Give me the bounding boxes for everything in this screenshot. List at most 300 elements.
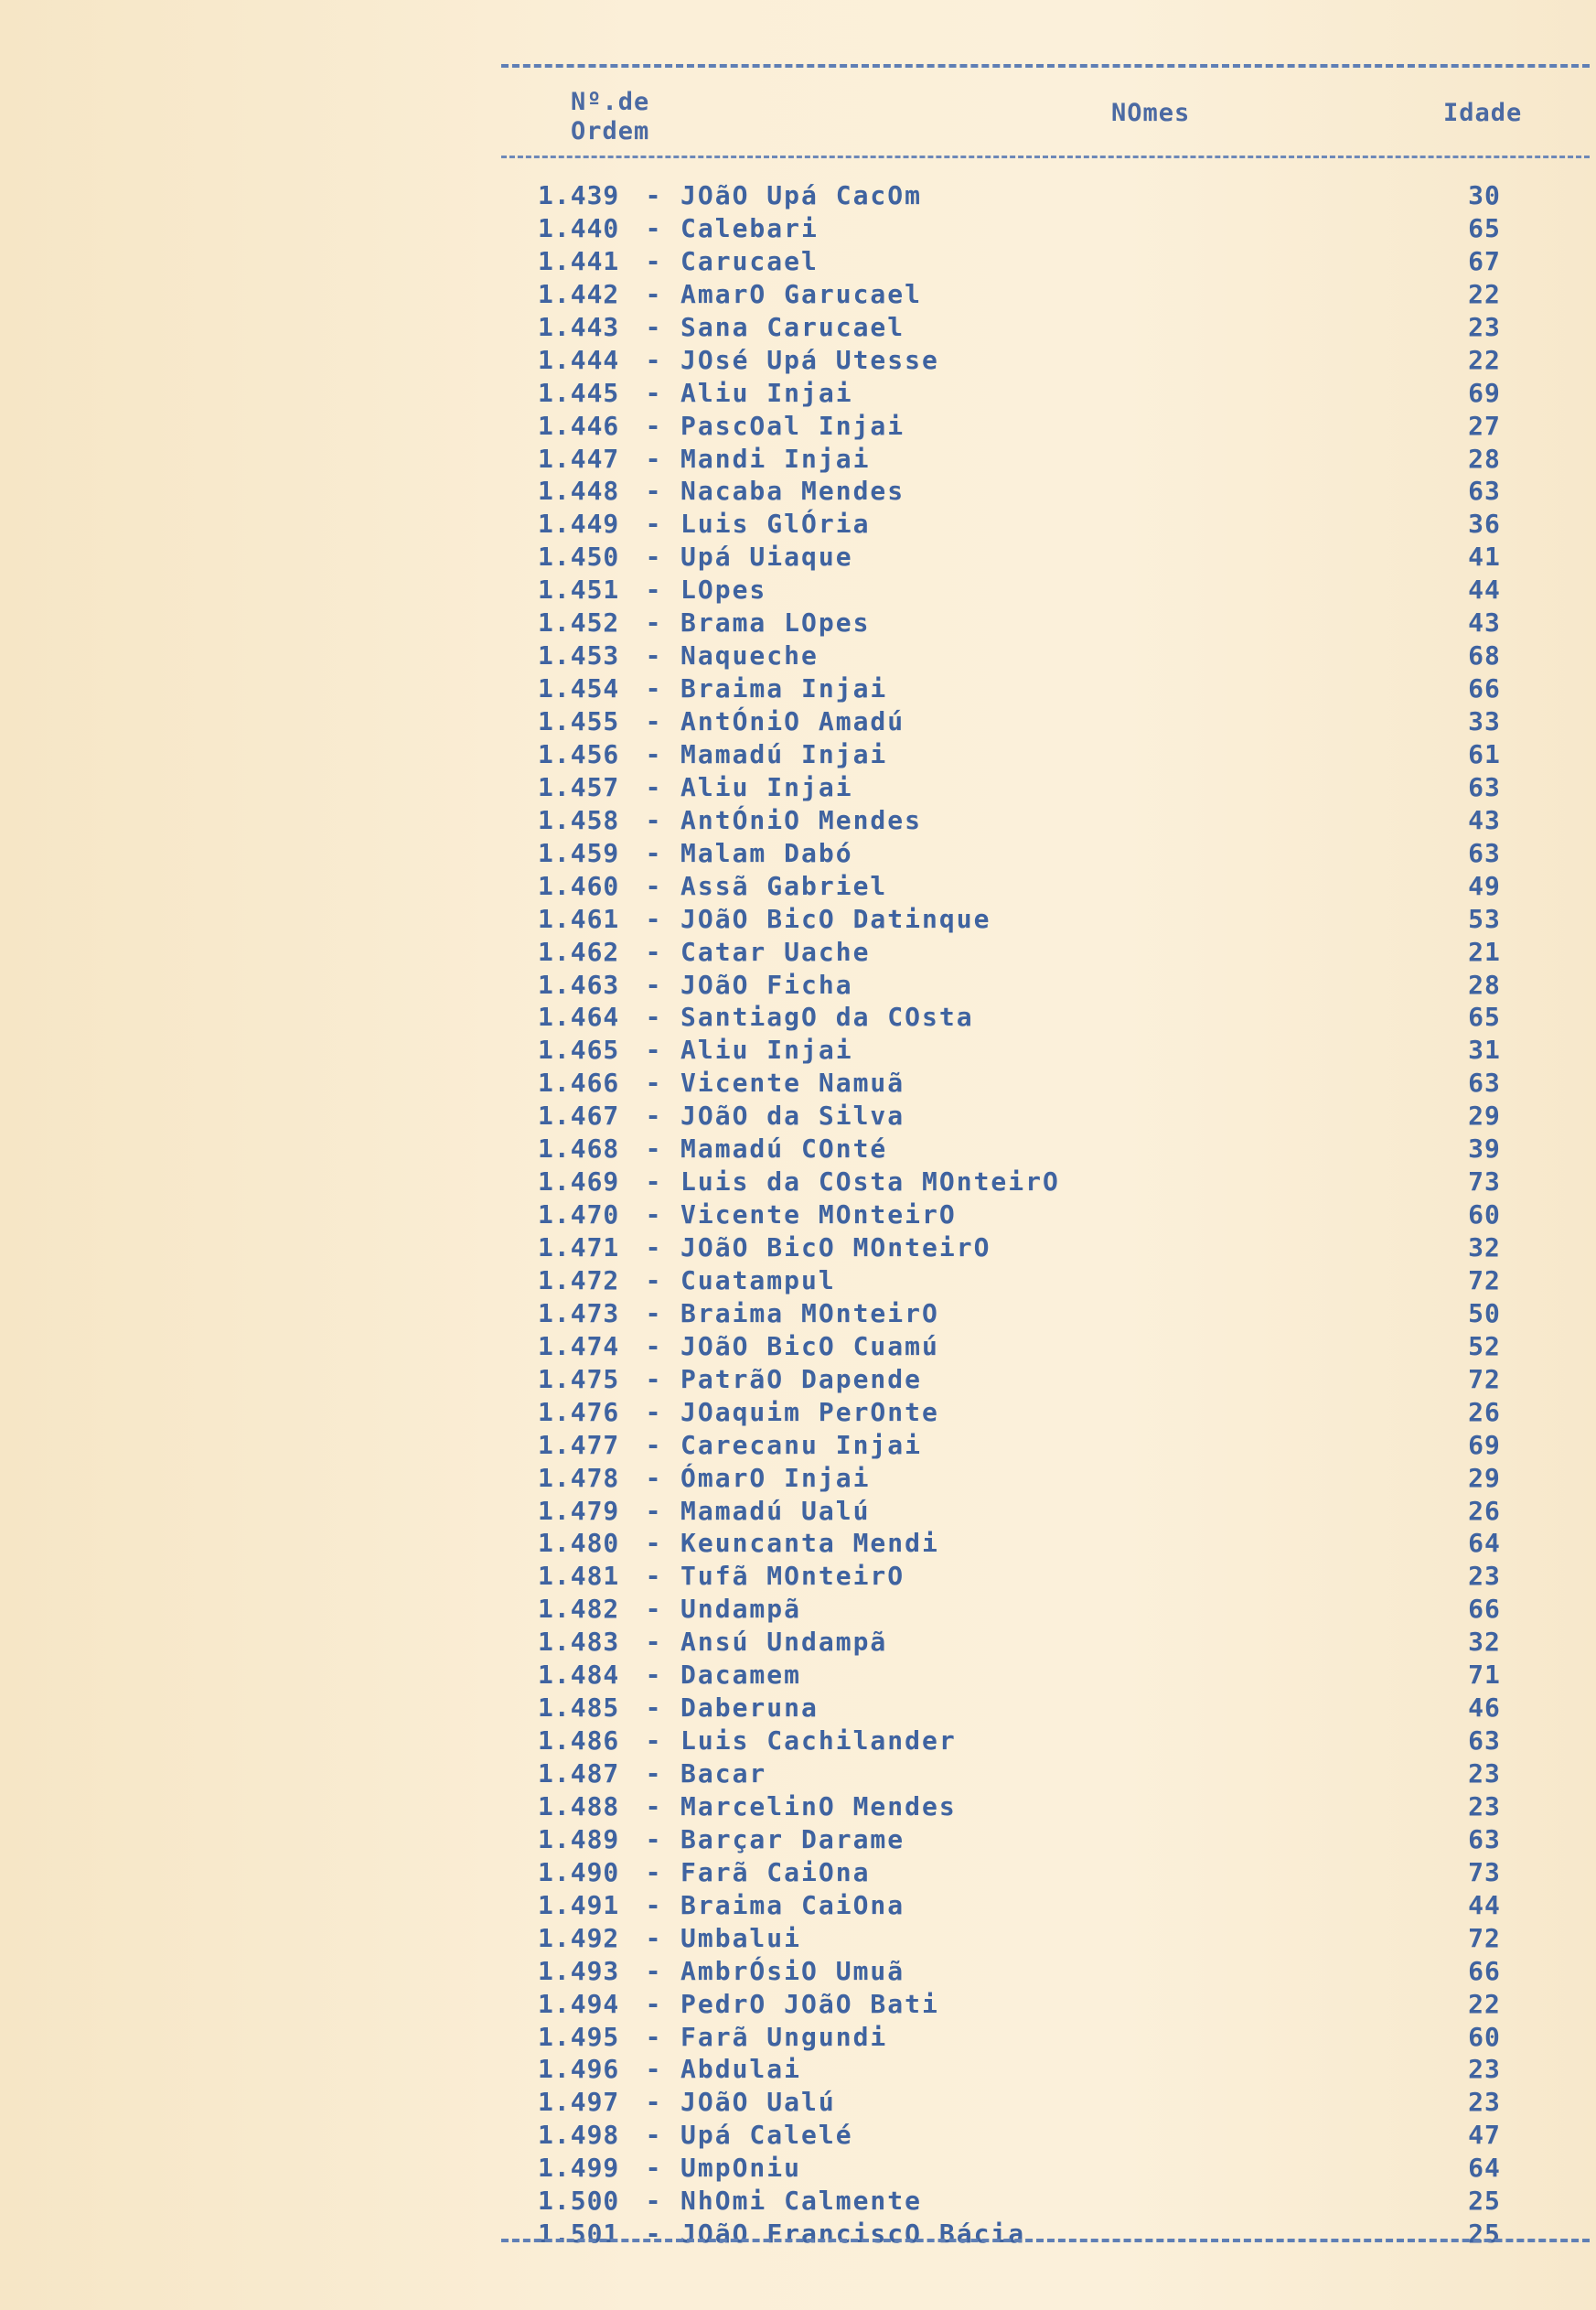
separator-dash: -: [645, 311, 661, 342]
list-item: [538, 1133, 1526, 1166]
separator-dash: -: [645, 771, 661, 802]
person-age: 72: [1468, 1363, 1501, 1394]
person-age: 23: [1468, 2054, 1501, 2085]
person-name: Aliu Injai: [680, 771, 853, 802]
person-age: 68: [1468, 640, 1501, 672]
list-item: [538, 1626, 1526, 1659]
person-name: AmbrÓsiO Umuã: [680, 1955, 905, 1986]
order-number: 1.468: [538, 1134, 620, 1165]
separator-dash: -: [645, 2021, 661, 2052]
list-item: [538, 278, 1526, 311]
person-age: 30: [1468, 180, 1501, 210]
separator-dash: -: [645, 509, 661, 540]
list-item: [538, 2218, 1526, 2251]
person-age: 23: [1468, 1561, 1501, 1592]
separator-dash: -: [645, 870, 661, 901]
list-item: [538, 2119, 1526, 2152]
list-item: [538, 804, 1526, 837]
separator-dash: -: [645, 1297, 661, 1328]
separator-dash: -: [645, 837, 661, 868]
person-name: Brama LOpes: [680, 607, 871, 639]
person-name: Naqueche: [680, 640, 819, 672]
person-name: PatrãO Dapende: [680, 1363, 923, 1394]
separator-dash: -: [645, 1429, 661, 1460]
person-age: 65: [1468, 212, 1501, 243]
order-number: 1.494: [538, 1988, 620, 2019]
order-number: 1.452: [538, 607, 620, 639]
order-number: 1.467: [538, 1101, 620, 1132]
list-item: [538, 1527, 1526, 1560]
list-item: [538, 1955, 1526, 1988]
person-age: 63: [1468, 1823, 1501, 1854]
list-item: [538, 1659, 1526, 1692]
separator-dash: -: [645, 1002, 661, 1033]
person-age: 73: [1468, 1856, 1501, 1887]
person-age: 33: [1468, 706, 1501, 736]
order-number: 1.445: [538, 377, 620, 408]
bottom-rule: [501, 2239, 1590, 2242]
separator-dash: -: [645, 2087, 661, 2118]
separator-dash: -: [645, 1035, 661, 1066]
separator-dash: -: [645, 738, 661, 769]
order-number: 1.476: [538, 1396, 620, 1427]
list-item: [538, 1790, 1526, 1823]
order-number: 1.470: [538, 1199, 620, 1230]
person-age: 23: [1468, 1790, 1501, 1821]
separator-dash: -: [645, 1134, 661, 1165]
order-number: 1.443: [538, 311, 620, 342]
separator-dash: -: [645, 2219, 661, 2250]
person-name: Carecanu Injai: [680, 1429, 923, 1460]
person-name: SantiagO da COsta: [680, 1002, 974, 1033]
person-age: 52: [1468, 1330, 1501, 1361]
person-age: 50: [1468, 1297, 1501, 1328]
separator-dash: -: [645, 1758, 661, 1789]
order-number: 1.455: [538, 706, 620, 736]
separator-dash: -: [645, 1396, 661, 1427]
list-item: [538, 1856, 1526, 1889]
person-age: 67: [1468, 245, 1501, 276]
list-item: [538, 1001, 1526, 1034]
order-number: 1.481: [538, 1561, 620, 1592]
list-item: [538, 1922, 1526, 1955]
order-number: 1.448: [538, 476, 620, 507]
order-number: 1.447: [538, 443, 620, 474]
person-name: ÓmarO Injai: [680, 1462, 871, 1493]
person-age: 29: [1468, 1101, 1501, 1132]
separator-dash: -: [645, 1166, 661, 1198]
order-number: 1.458: [538, 804, 620, 835]
list-item: [538, 837, 1526, 870]
person-name: Upá Calelé: [680, 2120, 853, 2151]
person-name: Braima CaiOna: [680, 1889, 905, 1920]
order-number: 1.464: [538, 1002, 620, 1033]
person-name: Assã Gabriel: [680, 870, 888, 901]
list-item: [538, 2053, 1526, 2086]
person-name: Keuncanta Mendi: [680, 1528, 939, 1559]
order-number: 1.484: [538, 1660, 620, 1691]
separator-dash: -: [645, 969, 661, 1000]
list-item: [538, 1462, 1526, 1495]
list-item: [538, 1034, 1526, 1067]
list-item: [538, 508, 1526, 541]
list-item: [538, 639, 1526, 672]
person-name: Vicente MOnteirO: [680, 1199, 957, 1230]
top-rule: [501, 64, 1590, 68]
person-age: 60: [1468, 1199, 1501, 1230]
separator-dash: -: [645, 607, 661, 639]
separator-dash: -: [645, 903, 661, 934]
person-name: LOpes: [680, 575, 767, 606]
person-age: 32: [1468, 1232, 1501, 1262]
order-number: 1.474: [538, 1330, 620, 1361]
person-name: Malam Dabó: [680, 837, 853, 868]
list-item: [538, 245, 1526, 278]
order-number: 1.475: [538, 1363, 620, 1394]
person-age: 64: [1468, 1528, 1501, 1559]
separator-dash: -: [645, 476, 661, 507]
order-number: 1.485: [538, 1692, 620, 1724]
separator-dash: -: [645, 1955, 661, 1986]
list-item: [538, 1495, 1526, 1528]
list-item: [538, 1396, 1526, 1429]
person-name: Mamadú Ualú: [680, 1495, 871, 1526]
header-order-line1: Nº.de: [571, 88, 650, 116]
person-name: Cuatampul: [680, 1264, 836, 1295]
order-number: 1.488: [538, 1790, 620, 1821]
separator-dash: -: [645, 1725, 661, 1757]
separator-dash: -: [645, 1660, 661, 1691]
separator-dash: -: [645, 2186, 661, 2217]
person-name: Luis GlÓria: [680, 509, 871, 540]
list-item: [538, 2185, 1526, 2218]
order-number: 1.487: [538, 1758, 620, 1789]
list-item: [538, 705, 1526, 738]
list-item: [538, 1889, 1526, 1922]
order-number: 1.479: [538, 1495, 620, 1526]
separator-dash: -: [645, 1790, 661, 1821]
person-age: 63: [1468, 837, 1501, 868]
separator-dash: -: [645, 706, 661, 736]
person-name: Dacamem: [680, 1660, 802, 1691]
list-item: [538, 903, 1526, 936]
person-age: 73: [1468, 1166, 1501, 1198]
person-name: JOãO Ualú: [680, 2087, 836, 2118]
person-name: JOãO FranciscO Bácia: [680, 2219, 1026, 2250]
list-item: [538, 1988, 1526, 2021]
person-age: 44: [1468, 575, 1501, 606]
separator-dash: -: [645, 1627, 661, 1658]
list-item: [538, 1363, 1526, 1396]
list-item: [538, 1692, 1526, 1724]
person-name: NhOmi Calmente: [680, 2186, 923, 2217]
list-item: [538, 1264, 1526, 1297]
separator-dash: -: [645, 1594, 661, 1625]
person-age: 23: [1468, 311, 1501, 342]
person-name: JOãO da Silva: [680, 1101, 905, 1132]
person-age: 26: [1468, 1396, 1501, 1427]
person-age: 26: [1468, 1495, 1501, 1526]
list-item: [538, 1231, 1526, 1264]
order-number: 1.472: [538, 1264, 620, 1295]
order-number: 1.482: [538, 1594, 620, 1625]
person-name: Tufã MOnteirO: [680, 1561, 905, 1592]
separator-dash: -: [645, 673, 661, 704]
person-age: 53: [1468, 903, 1501, 934]
person-age: 60: [1468, 2021, 1501, 2052]
person-age: 63: [1468, 771, 1501, 802]
person-age: 23: [1468, 2087, 1501, 2118]
person-age: 72: [1468, 1264, 1501, 1295]
person-name: Daberuna: [680, 1692, 819, 1724]
person-age: 23: [1468, 1758, 1501, 1789]
separator-dash: -: [645, 640, 661, 672]
person-name: AmarO Garucael: [680, 278, 923, 309]
order-number: 1.442: [538, 278, 620, 309]
person-age: 69: [1468, 377, 1501, 408]
person-age: 69: [1468, 1429, 1501, 1460]
person-age: 44: [1468, 1889, 1501, 1920]
order-number: 1.480: [538, 1528, 620, 1559]
person-name: JOãO BicO Datinque: [680, 903, 991, 934]
person-age: 43: [1468, 607, 1501, 639]
separator-dash: -: [645, 1922, 661, 1953]
separator-dash: -: [645, 1462, 661, 1493]
person-age: 28: [1468, 969, 1501, 1000]
separator-dash: -: [645, 1856, 661, 1887]
order-number: 1.491: [538, 1889, 620, 1920]
order-number: 1.460: [538, 870, 620, 901]
person-name: JOsé Upá Utesse: [680, 344, 939, 375]
separator-dash: -: [645, 443, 661, 474]
person-name: PedrO JOãO Bati: [680, 1988, 939, 2019]
list-item: [538, 344, 1526, 377]
list-item: [538, 1198, 1526, 1231]
separator-dash: -: [645, 377, 661, 408]
person-name: Barçar Darame: [680, 1823, 905, 1854]
person-age: 71: [1468, 1660, 1501, 1691]
person-age: 28: [1468, 443, 1501, 474]
person-age: 22: [1468, 1988, 1501, 2019]
person-name: Mamadú Injai: [680, 738, 888, 769]
person-name: Aliu Injai: [680, 1035, 853, 1066]
separator-dash: -: [645, 1232, 661, 1262]
register-list: [538, 179, 1526, 2251]
person-name: Vicente Namuã: [680, 1068, 905, 1099]
list-item: [538, 1823, 1526, 1856]
person-name: Nacaba Mendes: [680, 476, 905, 507]
person-age: 66: [1468, 1955, 1501, 1986]
list-item: [538, 607, 1526, 639]
order-number: 1.453: [538, 640, 620, 672]
list-item: [538, 1593, 1526, 1626]
list-item: [538, 2021, 1526, 2054]
person-age: 49: [1468, 870, 1501, 901]
separator-dash: -: [645, 180, 661, 210]
separator-dash: -: [645, 1495, 661, 1526]
person-age: 39: [1468, 1134, 1501, 1165]
person-age: 32: [1468, 1627, 1501, 1658]
person-age: 46: [1468, 1692, 1501, 1724]
separator-dash: -: [645, 410, 661, 441]
list-item: [538, 1297, 1526, 1330]
person-age: 22: [1468, 344, 1501, 375]
person-name: UmpOniu: [680, 2153, 802, 2184]
order-number: 1.457: [538, 771, 620, 802]
order-number: 1.456: [538, 738, 620, 769]
separator-dash: -: [645, 1068, 661, 1099]
list-item: [538, 311, 1526, 344]
order-number: 1.501: [538, 2219, 620, 2250]
list-item: [538, 1724, 1526, 1757]
list-item: [538, 2152, 1526, 2185]
person-name: Catar Uache: [680, 936, 871, 967]
person-name: JOãO BicO MOnteirO: [680, 1232, 991, 1262]
list-item: [538, 969, 1526, 1002]
order-number: 1.498: [538, 2120, 620, 2151]
order-number: 1.439: [538, 180, 620, 210]
person-age: 47: [1468, 2120, 1501, 2151]
order-number: 1.500: [538, 2186, 620, 2217]
order-number: 1.450: [538, 542, 620, 573]
separator-dash: -: [645, 2120, 661, 2151]
person-name: Aliu Injai: [680, 377, 853, 408]
separator-dash: -: [645, 1823, 661, 1854]
order-number: 1.499: [538, 2153, 620, 2184]
order-number: 1.462: [538, 936, 620, 967]
order-number: 1.478: [538, 1462, 620, 1493]
person-name: JOãO BicO Cuamú: [680, 1330, 939, 1361]
person-name: Calebari: [680, 212, 819, 243]
separator-dash: -: [645, 804, 661, 835]
list-item: [538, 377, 1526, 410]
person-name: MarcelinO Mendes: [680, 1790, 957, 1821]
header-order-line2: Ordem: [571, 117, 650, 145]
separator-dash: -: [645, 1988, 661, 2019]
order-number: 1.473: [538, 1297, 620, 1328]
order-number: 1.463: [538, 969, 620, 1000]
order-number: 1.496: [538, 2054, 620, 2085]
person-age: 25: [1468, 2186, 1501, 2217]
order-number: 1.440: [538, 212, 620, 243]
order-number: 1.451: [538, 575, 620, 606]
separator-dash: -: [645, 212, 661, 243]
header-order-number: [571, 88, 690, 146]
header-age: Idade: [1443, 99, 1523, 127]
person-name: Luis da COsta MOnteirO: [680, 1166, 1060, 1198]
person-name: AntÓniO Mendes: [680, 804, 923, 835]
separator-dash: -: [645, 1363, 661, 1394]
person-name: Sana Carucael: [680, 311, 905, 342]
separator-dash: -: [645, 936, 661, 967]
person-age: 29: [1468, 1462, 1501, 1493]
header-rule: [501, 156, 1590, 158]
person-age: 66: [1468, 1594, 1501, 1625]
separator-dash: -: [645, 1101, 661, 1132]
person-name: Upá Uiaque: [680, 542, 853, 573]
person-name: Mandi Injai: [680, 443, 871, 474]
person-name: Braima Injai: [680, 673, 888, 704]
person-age: 41: [1468, 542, 1501, 573]
separator-dash: -: [645, 542, 661, 573]
list-item: [538, 1067, 1526, 1100]
order-number: 1.483: [538, 1627, 620, 1658]
person-name: Ansú Undampã: [680, 1627, 888, 1658]
separator-dash: -: [645, 1264, 661, 1295]
separator-dash: -: [645, 245, 661, 276]
person-name: Bacar: [680, 1758, 767, 1789]
person-age: 25: [1468, 2219, 1501, 2250]
list-item: [538, 936, 1526, 969]
person-name: JOaquim PerOnte: [680, 1396, 939, 1427]
order-number: 1.492: [538, 1922, 620, 1953]
order-number: 1.459: [538, 837, 620, 868]
list-item: [538, 212, 1526, 245]
order-number: 1.489: [538, 1823, 620, 1854]
person-name: Carucael: [680, 245, 819, 276]
separator-dash: -: [645, 1330, 661, 1361]
person-age: 61: [1468, 738, 1501, 769]
person-name: Umbalui: [680, 1922, 802, 1953]
person-age: 64: [1468, 2153, 1501, 2184]
person-name: AntÓniO Amadú: [680, 706, 905, 736]
list-item: [538, 541, 1526, 574]
person-age: 43: [1468, 804, 1501, 835]
order-number: 1.449: [538, 509, 620, 540]
person-name: Farã CaiOna: [680, 1856, 871, 1887]
list-item: [538, 738, 1526, 771]
person-age: 36: [1468, 509, 1501, 540]
separator-dash: -: [645, 1528, 661, 1559]
person-name: PascOal Injai: [680, 410, 905, 441]
order-number: 1.441: [538, 245, 620, 276]
separator-dash: -: [645, 2153, 661, 2184]
order-number: 1.469: [538, 1166, 620, 1198]
order-number: 1.497: [538, 2087, 620, 2118]
list-item: [538, 1560, 1526, 1593]
person-name: JOãO Ficha: [680, 969, 853, 1000]
order-number: 1.490: [538, 1856, 620, 1887]
person-age: 63: [1468, 1068, 1501, 1099]
list-item: [538, 1429, 1526, 1462]
order-number: 1.446: [538, 410, 620, 441]
person-age: 27: [1468, 410, 1501, 441]
order-number: 1.493: [538, 1955, 620, 1986]
separator-dash: -: [645, 1692, 661, 1724]
person-age: 21: [1468, 936, 1501, 967]
list-item: [538, 870, 1526, 903]
separator-dash: -: [645, 1561, 661, 1592]
separator-dash: -: [645, 2054, 661, 2085]
order-number: 1.461: [538, 903, 620, 934]
list-item: [538, 672, 1526, 705]
person-name: Mamadú COnté: [680, 1134, 888, 1165]
separator-dash: -: [645, 1199, 661, 1230]
header-names: NOmes: [1111, 99, 1191, 127]
person-age: 63: [1468, 1725, 1501, 1757]
order-number: 1.466: [538, 1068, 620, 1099]
separator-dash: -: [645, 575, 661, 606]
person-age: 22: [1468, 278, 1501, 309]
order-number: 1.454: [538, 673, 620, 704]
person-name: JOãO Upá CacOm: [680, 180, 923, 210]
order-number: 1.495: [538, 2021, 620, 2052]
person-name: Undampã: [680, 1594, 802, 1625]
list-item: [538, 2086, 1526, 2119]
separator-dash: -: [645, 1889, 661, 1920]
order-number: 1.486: [538, 1725, 620, 1757]
person-age: 72: [1468, 1922, 1501, 1953]
